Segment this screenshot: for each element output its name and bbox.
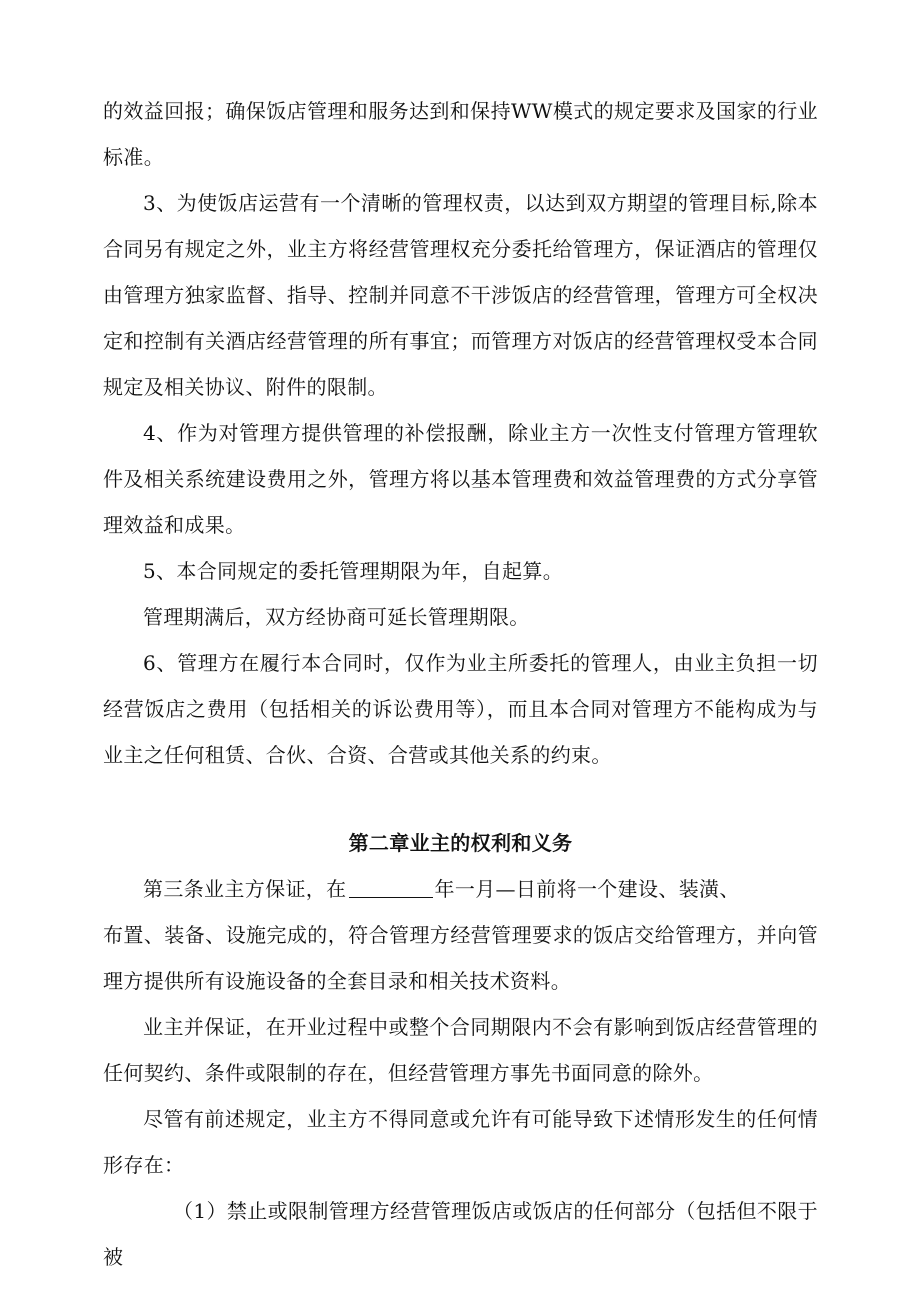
article-3-text-part2: 年一月—日前将一个建设、装潢、 [434, 877, 740, 901]
list-item-1: （1）禁止或限制管理方经营管理饭店或饭店的任何部分（包括但不限于被 [103, 1199, 818, 1269]
fill-in-blank-year [349, 877, 433, 898]
paragraph-article-3-continuation: 布置、装备、设施完成的，符合管理方经营管理要求的饭店交给管理方，并向管理方提供所有设施设备的全套目录和相关技术资料。 [103, 923, 818, 993]
paragraph-item-6: 6、管理方在履行本合同时，仅作为业主所委托的管理人，由业主负担一切经营饭店之费用（包括相关的诉讼费用等），而且本合同对管理方不能构成为与业主之任何租赁、合伙、合资、合营或其他关系的约束。 [103, 651, 818, 767]
paragraph-owner-guarantee: 业主并保证，在开业过程中或整个合同期限内不会有影响到饭店经营管理的任何契约、条件或限制的存在，但经营管理方事先书面同意的除外。 [103, 1015, 818, 1085]
paragraph-item-4: 4、作为对管理方提供管理的补偿报酬，除业主方一次性支付管理方管理软件及相关系统建设费用之外，管理方将以基本管理费和效益管理费的方式分享管理效益和成果。 [103, 421, 818, 537]
article-3-text-part1: 第三条业主方保证，在 [143, 877, 347, 901]
section-gap [103, 778, 818, 820]
paragraph-continuation: 的效益回报；确保饭店管理和服务达到和保持WW模式的规定要求及国家的行业标准。 [103, 99, 818, 169]
paragraph-term-extension: 管理期满后，双方经协商可延长管理期限。 [143, 605, 530, 629]
paragraph-item-3: 3、为使饭店运营有一个清晰的管理权责，以达到双方期望的管理目标,除本合同另有规定之外，业主方将经营管理权充分委托给管理方，保证酒店的管理仅由管理方独家监督、指导、控制并同意不干涉饭店的经营管理，管理方可全权决定和控制有关酒店经营管理的所有事宜；而管理方对饭店的经营管理权受本合同规定及相关协议、附件的限制。 [103, 191, 818, 399]
paragraph-notwithstanding: 尽管有前述规定，业主方不得同意或允许有可能导致下述情形发生的任何情形存在： [103, 1107, 818, 1177]
paragraph-article-3-line1 [103, 866, 818, 912]
chapter-heading: 第二章业主的权利和义务 [348, 831, 573, 855]
paragraph-item-5: 5、本合同规定的委托管理期限为年，自起算。 [143, 559, 564, 583]
